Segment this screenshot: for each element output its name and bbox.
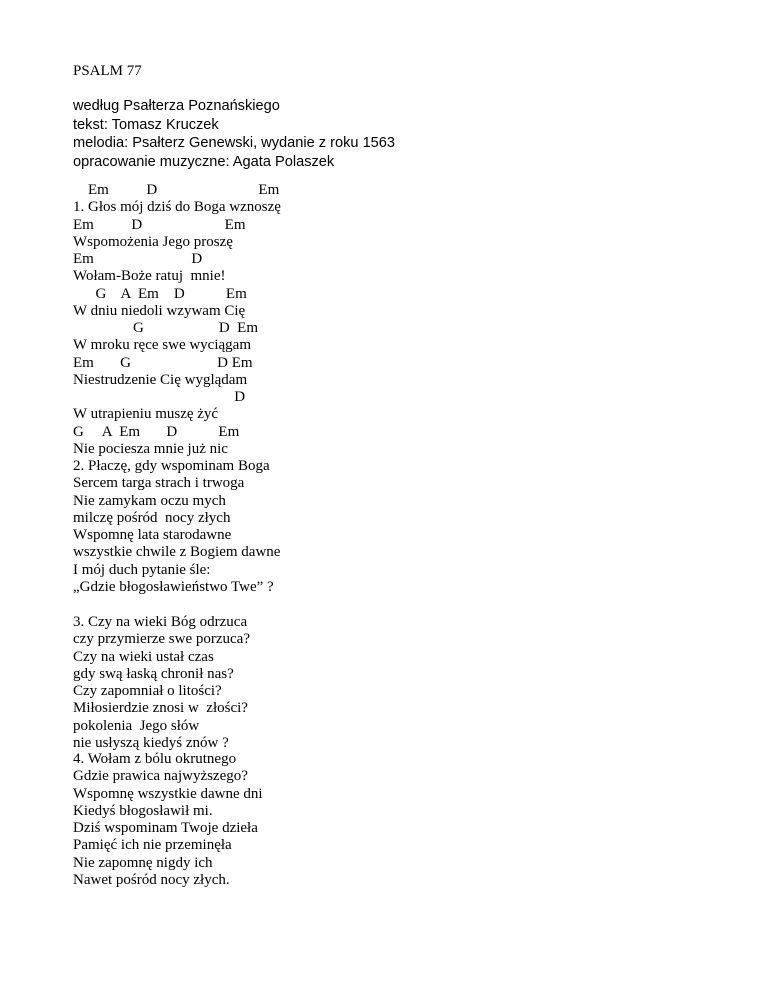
lyric-line: 2. Płaczę, gdy wspominam Boga [73,458,270,474]
chord-line: D [73,389,246,405]
lyric-line: Gdzie prawica najwyższego? [73,768,248,785]
lyric-line: Niestrudzenie Cię wyglądam [73,371,248,388]
lyric-line: Wspomożenia Jego proszę [73,233,233,250]
lyric-line: milczę pośród nocy złych [73,509,231,526]
verse-2 [73,458,280,596]
lyric-line: Nie zamykam oczu mych [73,492,226,509]
lyric-line: I mój duch pytanie śle: [73,561,211,578]
lyric-line: Kiedyś błogosławił mi. [73,802,213,819]
lyric-line: Wspomnę wszystkie dawne dni [73,785,263,802]
lyric-line: Nawet pośród nocy złych. [73,871,230,888]
lyric-line: 1. Głos mój dziś do Boga wznoszę [73,199,281,216]
verse-3 [73,614,250,752]
lyric-line: Nie pociesza mnie już nic [73,440,228,457]
lyric-line: gdy swą łaską chronił nas? [73,665,234,682]
credits-block [73,97,395,171]
lyric-line: Miłosierdzie znosi w złości? [73,700,248,717]
lyric-line: nie usłyszą kiedyś znów ? [73,734,229,751]
lyric-line: czy przymierze swe porzuca? [73,631,250,648]
chord-line: G A Em D Em [73,285,247,302]
arrangement-line: opracowanie muzyczne: Agata Polaszek [73,153,335,170]
lyric-line: „Gdzie błogosławieństwo Twe” ? [73,578,274,595]
chord-line: Em D Em [73,216,246,233]
lyric-line: 4. Wołam z bólu okrutnego [73,751,237,767]
chord-line: Em D Em [73,182,280,198]
lyric-line: W mroku ręce swe wyciągam [73,337,251,354]
lyric-line: W utrapieniu muszę żyć [73,406,219,423]
melody-line: melodia: Psałterz Genewski, wydanie z roku 1563 [73,135,396,151]
lyric-line: Nie zapomnę nigdy ich [73,854,213,871]
lyric-line: Wołam-Boże ratuj mnie! [73,268,226,285]
chord-line: Em D [73,251,203,267]
chord-line: Em G D Em [73,354,253,371]
lyric-line: Dziś wspominam Twoje dzieła [73,820,258,836]
chord-line: G A Em D Em [73,423,240,440]
lyric-line: Pamięć ich nie przeminęła [73,837,232,854]
psalm-title: PSALM 77 [73,63,142,79]
lyric-line: Czy na wieki ustał czas [73,648,214,665]
source-line: według Psałterza Poznańskiego [73,98,280,114]
lyric-line: W dniu niedoli wzywam Cię [73,302,246,319]
lyric-line: Sercem targa strach i trwoga [73,475,245,492]
verse-4 [73,751,263,889]
lyric-line: pokolenia Jego słów [73,717,200,734]
chord-line: G D Em [73,320,258,336]
lyrics-author-line: tekst: Tomasz Kruczek [73,116,219,133]
lyric-line: 3. Czy na wieki Bóg odrzuca [73,614,248,630]
lyric-line: Czy zapomniał o litości? [73,683,222,699]
lyric-line: Wspomnę lata starodawne [73,527,232,543]
verse-1-with-chords [73,182,281,458]
lyric-line: wszystkie chwile z Bogiem dawne [73,544,281,561]
